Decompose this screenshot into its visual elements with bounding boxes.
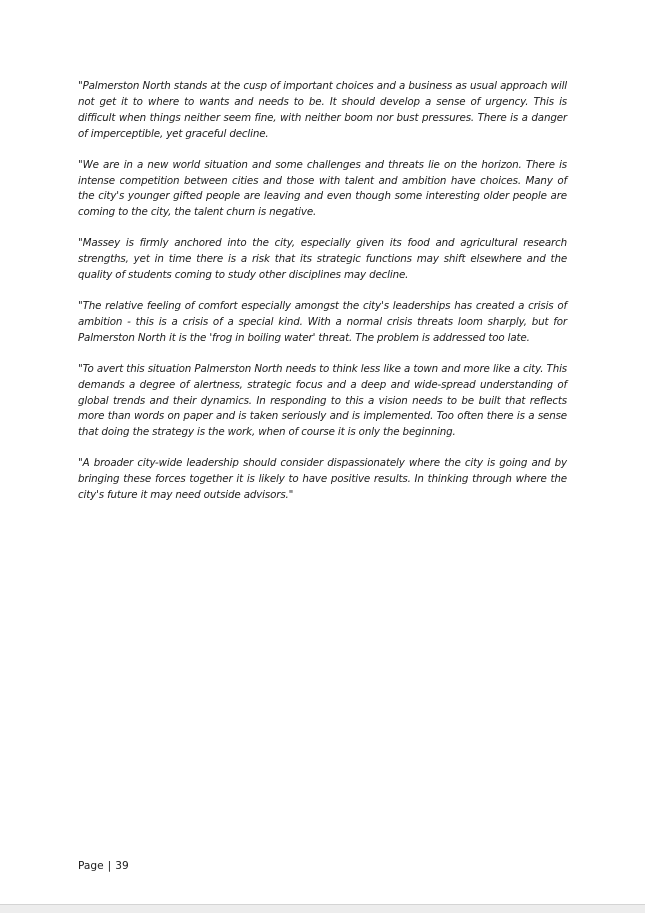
quote-paragraph-3: "Massey is firmly anchored into the city, especially given its food and agricultural research strengths, yet in time there is a risk that its strategic functions may shift elsewhere and the quality of students coming to study other disciplines may decline. xyxy=(78,237,567,282)
quote-paragraph-5: "To avert this situation Palmerston North needs to think less like a town and more like a city. This demands a degree of alertness, strategic focus and a deep and wide-spread understanding of global trends and their dynamics. In responding to this a vision needs to be built that reflects more than words on paper and is taken seriously and is implemented. Too often there is a sense that doing the strategy is the work, when of course it is only the beginning. xyxy=(78,362,567,439)
quote-paragraph-4: "The relative feeling of comfort especially amongst the city's leaderships has created a crisis of ambition - this is a crisis of a special kind. With a normal crisis threats loom sharply, but for Palmerston North it is the 'frog in boiling water' threat. The problem is addressed too late. xyxy=(78,299,567,344)
quote-paragraph-1: "Palmerston North stands at the cusp of important choices and a business as usual approach will not get it to where to wants and needs to be. It should develop a sense of urgency. This is difficult when things neither seem fine, with neither boom nor bust pressures. There is a danger of imperceptible, yet graceful decline. xyxy=(78,80,567,140)
quote-paragraph-6: "A broader city-wide leadership should consider dispassionately where the city is going and by bringing these forces together it is likely to have positive results. In thinking through where the city's future it may need outside advisors." xyxy=(78,457,567,502)
page-separator: | xyxy=(107,860,112,872)
page-body xyxy=(78,79,567,519)
page-label: Page xyxy=(78,860,104,872)
quote-paragraph-2: "We are in a new world situation and some challenges and threats lie on the horizon. There is intense competition between cities and those with talent and ambition have choices. Many of the city's younger gifted people are leaving and even though some interesting older people are coming to the city, the talent churn is negative. xyxy=(78,158,567,219)
page-footer xyxy=(78,860,129,872)
page-number: 39 xyxy=(115,860,129,872)
